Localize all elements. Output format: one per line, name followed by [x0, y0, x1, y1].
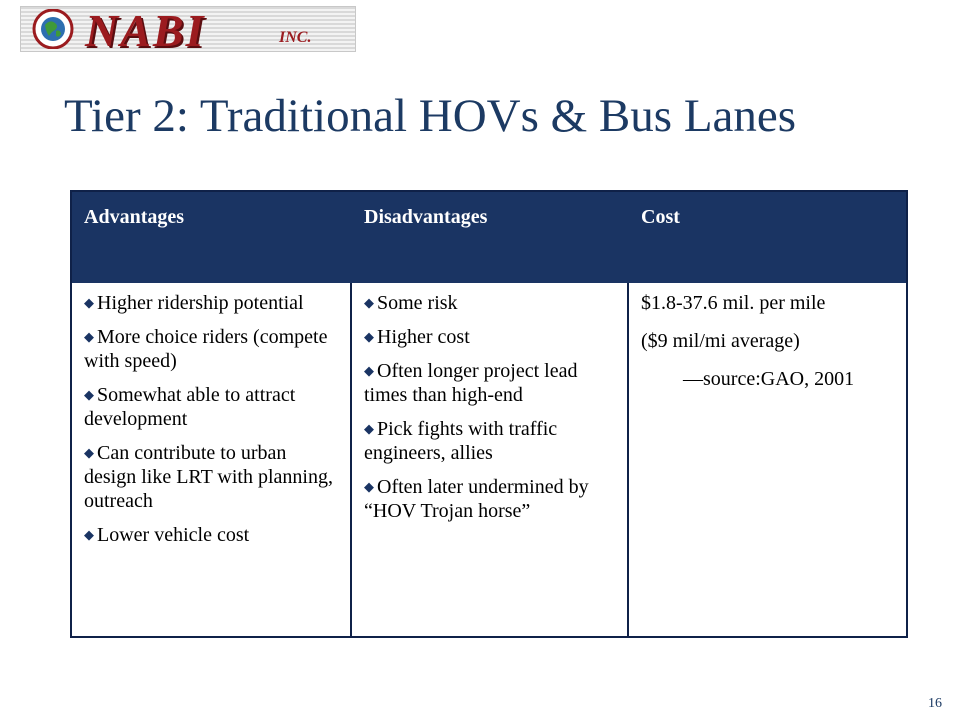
diamond-bullet-icon: ◆: [84, 329, 94, 344]
logo-wordmark: NABI: [85, 5, 206, 56]
header-cost: Cost: [641, 206, 680, 228]
diamond-bullet-icon: ◆: [84, 295, 94, 310]
advantage-item: ◆ Lower vehicle cost: [84, 524, 250, 546]
disadvantage-item: ◆ Some risk: [364, 292, 458, 314]
cost-source: —source:GAO, 2001: [683, 368, 855, 390]
advantage-item: ◆ Higher ridership potential: [84, 292, 304, 314]
globe-icon: [27, 9, 79, 49]
cost-range: $1.8-37.6 mil. per mile: [641, 292, 826, 314]
disadvantages-cell: [352, 283, 629, 636]
diamond-bullet-icon: ◆: [84, 527, 94, 542]
table-header-row: [72, 192, 906, 283]
diamond-bullet-icon: ◆: [364, 363, 374, 378]
nabi-logo: [20, 5, 356, 56]
disadvantage-item: ◆ Often later undermined by “HOV Trojan horse”: [364, 476, 589, 522]
diamond-bullet-icon: ◆: [364, 479, 374, 494]
diamond-bullet-icon: ◆: [364, 329, 374, 344]
table-body-row: [72, 283, 906, 636]
comparison-table: [70, 190, 908, 638]
logo-suffix: INC.: [279, 29, 312, 46]
disadvantage-item: ◆ Pick fights with traffic engineers, allies: [364, 418, 558, 464]
diamond-bullet-icon: ◆: [364, 421, 374, 436]
page-number: 16: [928, 696, 942, 711]
slide-title: Tier 2: Traditional HOVs & Bus Lanes: [64, 90, 797, 142]
header-advantages: Advantages: [84, 206, 185, 228]
diamond-bullet-icon: ◆: [84, 445, 94, 460]
cost-cell: [629, 283, 906, 636]
diamond-bullet-icon: ◆: [364, 295, 374, 310]
advantage-item: ◆ Can contribute to urban design like LRT with planning, outreach: [84, 442, 333, 512]
disadvantage-item: ◆ Higher cost: [364, 326, 470, 348]
disadvantage-item: ◆ Often longer project lead times than high-end: [364, 360, 578, 406]
advantage-item: ◆ More choice riders (compete with speed): [84, 326, 328, 372]
advantages-cell: [72, 283, 352, 636]
advantage-item: ◆ Somewhat able to attract development: [84, 384, 296, 430]
header-disadvantages: Disadvantages: [364, 206, 488, 228]
diamond-bullet-icon: ◆: [84, 387, 94, 402]
cost-average: ($9 mil/mi average): [641, 330, 800, 352]
